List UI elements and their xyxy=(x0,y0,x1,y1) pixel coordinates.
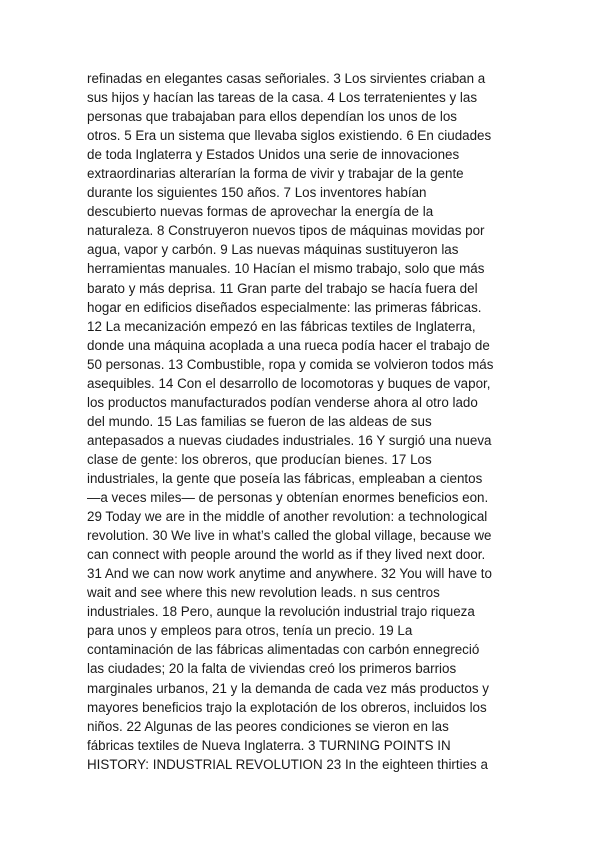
text-line: sus hijos y hacían las tareas de la casa. 4 Los terratenientes y las xyxy=(87,90,478,106)
text-line: descubierto nuevas formas de aprovechar la energía de la xyxy=(87,204,434,220)
text-line: niños. 22 Algunas de las peores condiciones se vieron en las xyxy=(87,718,449,734)
body-text xyxy=(87,69,527,774)
text-line: donde una máquina acoplada a una rueca podía hacer el trabajo de xyxy=(87,337,490,353)
text-line: barato y más deprisa. 11 Gran parte del trabajo se hacía fuera del xyxy=(87,280,478,296)
text-line: 31 And we can now work anytime and anywhere. 32 You will have to xyxy=(87,566,492,582)
text-line: personas que trabajaban para ellos dependían los unos de los xyxy=(87,109,458,125)
text-line: asequibles. 14 Con el desarrollo de locomotoras y buques de vapor, xyxy=(87,375,491,391)
text-line: fábricas textiles de Nueva Inglaterra. 3 TURNING POINTS IN xyxy=(87,737,451,753)
text-line: marginales urbanos, 21 y la demanda de cada vez más productos y xyxy=(87,680,489,696)
text-line: 12 La mecanización empezó en las fábricas textiles de Inglaterra, xyxy=(87,318,476,334)
text-line: revolution. 30 We live in what’s called the global village, because we xyxy=(87,528,492,544)
text-line: contaminación de las fábricas alimentadas con carbón ennegreció xyxy=(87,642,480,658)
text-line: herramientas manuales. 10 Hacían el mismo trabajo, solo que más xyxy=(87,261,485,277)
text-line: hogar en edificios diseñados especialmente: las primeras fábricas. xyxy=(87,299,482,315)
text-line: del mundo. 15 Las familias se fueron de las aldeas de sus xyxy=(87,413,432,429)
text-line: de toda Inglaterra y Estados Unidos una serie de innovaciones xyxy=(87,147,460,163)
text-line: industriales, la gente que poseía las fábricas, empleaban a cientos xyxy=(87,470,483,486)
text-line: durante los siguientes 150 años. 7 Los inventores habían xyxy=(87,185,427,201)
text-line: 50 personas. 13 Combustible, ropa y comida se volvieron todos más xyxy=(87,356,494,372)
text-line: naturaleza. 8 Construyeron nuevos tipos de máquinas movidas por xyxy=(87,223,485,239)
text-line: extraordinarias alterarían la forma de vivir y trabajar de la gente xyxy=(87,166,464,182)
text-line: mayores beneficios trajo la explotación de los obreros, incluidos los xyxy=(87,699,487,715)
text-line: can connect with people around the world as if they lived next door. xyxy=(87,547,486,563)
text-line: industriales. 18 Pero, aunque la revolución industrial trajo riqueza xyxy=(87,604,475,620)
text-line: otros. 5 Era un sistema que llevaba siglos existiendo. 6 En ciudades xyxy=(87,128,492,144)
text-line: refinadas en elegantes casas señoriales. 3 Los sirvientes criaban a xyxy=(87,71,486,86)
text-line: HISTORY: INDUSTRIAL REVOLUTION 23 In the eighteen thirties a xyxy=(87,756,488,772)
text-line: agua, vapor y carbón. 9 Las nuevas máquinas sustituyeron las xyxy=(87,242,459,258)
text-line: los productos manufacturados podían venderse ahora al otro lado xyxy=(87,394,478,410)
text-line: clase de gente: los obreros, que producían bienes. 17 Los xyxy=(87,451,432,467)
text-line: para unos y empleos para otros, tenía un precio. 19 La xyxy=(87,623,413,639)
text-line: antepasados a nuevas ciudades industriales. 16 Y surgió una nueva xyxy=(87,432,492,448)
text-line: wait and see where this new revolution leads. n sus centros xyxy=(87,585,440,601)
text-line: las ciudades; 20 la falta de viviendas creó los primeros barrios xyxy=(87,661,457,677)
text-line: 29 Today we are in the middle of another revolution: a technological xyxy=(87,509,488,525)
text-line: —a veces miles— de personas y obtenían enormes beneficios eon. xyxy=(87,490,489,506)
